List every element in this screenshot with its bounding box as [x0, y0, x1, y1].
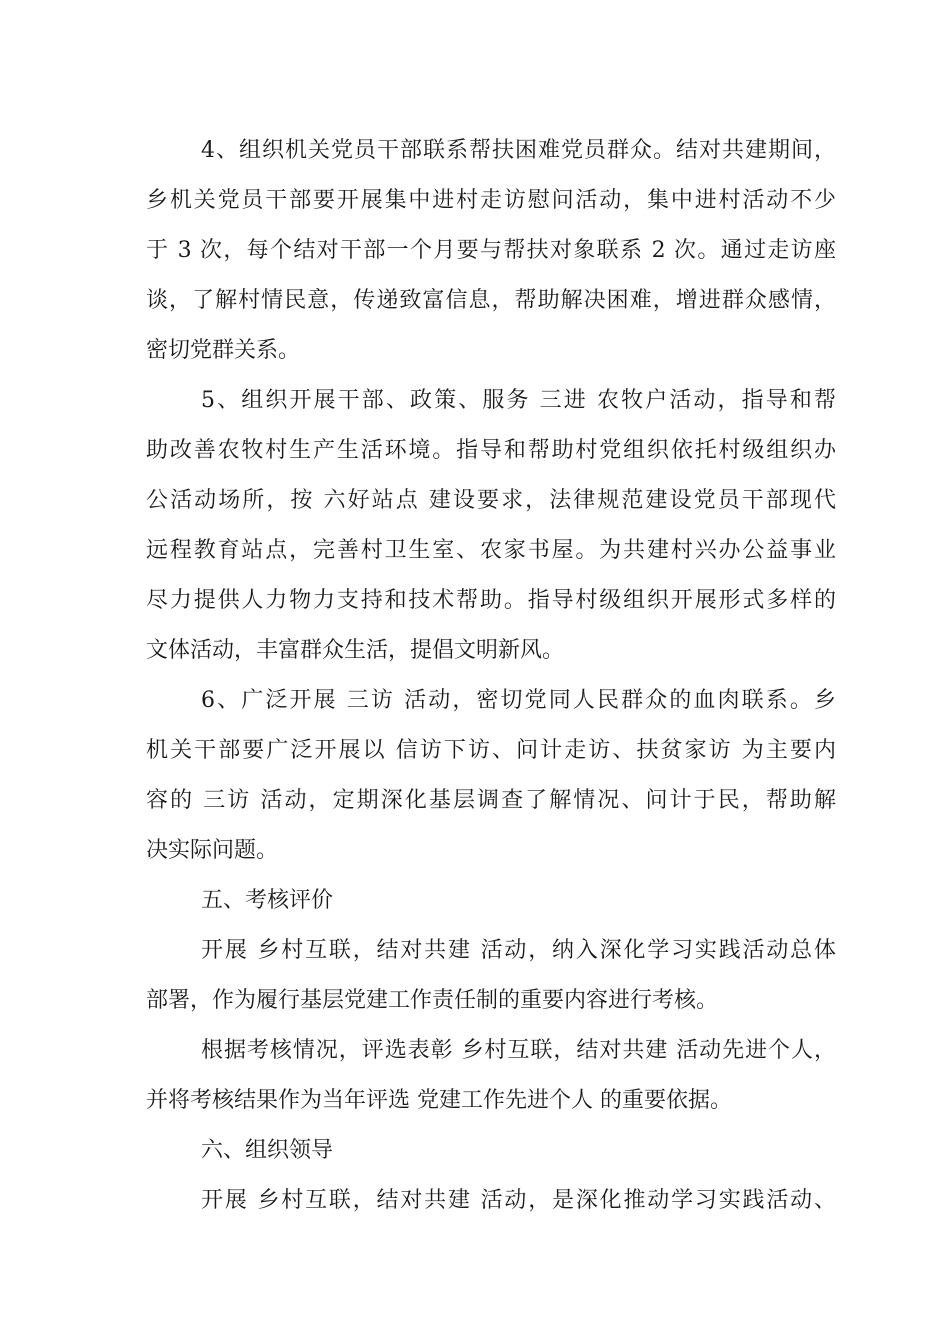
section-heading-evaluation: 五、考核评价	[201, 888, 334, 913]
paragraph-4-line-1: 4、组织机关党员干部联系帮扶困难党员群众。结对共建期间，	[201, 138, 836, 163]
evaluation-paragraph-1-line-1: 开展 乡村互联，结对共建 活动，纳入深化学习实践活动总体	[201, 938, 836, 963]
paragraph-5-line-3: 公活动场所，按 六好站点 建设要求，法律规范建设党员干部现代	[146, 488, 836, 513]
leadership-paragraph-line-1: 开展 乡村互联，结对共建 活动，是深化推动学习实践活动、	[201, 1188, 836, 1213]
paragraph-5-line-2: 助改善农牧村生产生活环境。指导和帮助村党组织依托村级组织办	[146, 438, 836, 463]
paragraph-4-line-3: 于 3 次，每个结对干部一个月要与帮扶对象联系 2 次。通过走访座	[146, 238, 836, 263]
paragraph-4-line-4: 谈，了解村情民意，传递致富信息，帮助解决困难，增进群众感情，	[146, 288, 836, 313]
paragraph-5-line-1: 5、组织开展干部、政策、服务 三进 农牧户活动，指导和帮	[201, 388, 836, 413]
paragraph-5-line-4: 远程教育站点，完善村卫生室、农家书屋。为共建村兴办公益事业	[146, 538, 836, 563]
paragraph-4-line-5: 密切党群关系。	[146, 338, 301, 363]
paragraph-5-line-6: 文体活动，丰富群众生活，提倡文明新风。	[146, 638, 565, 663]
evaluation-paragraph-2-line-2: 并将考核结果作为当年评选 党建工作先进个人 的重要依据。	[146, 1088, 732, 1113]
paragraph-6-line-4: 决实际问题。	[146, 838, 279, 863]
paragraph-5-line-5: 尽力提供人力物力支持和技术帮助。指导村级组织开展形式多样的	[146, 588, 836, 613]
evaluation-paragraph-1-line-2: 部署，作为履行基层党建工作责任制的重要内容进行考核。	[146, 988, 719, 1013]
paragraph-4-line-2: 乡机关党员干部要开展集中进村走访慰问活动，集中进村活动不少	[146, 188, 836, 213]
paragraph-6-line-3: 容的 三访 活动，定期深化基层调查了解情况、问计于民，帮助解	[146, 788, 836, 813]
section-heading-leadership: 六、组织领导	[201, 1138, 334, 1163]
paragraph-6-line-2: 机关干部要广泛开展以 信访下访、问计走访、扶贫家访 为主要内	[146, 738, 836, 763]
paragraph-6-line-1: 6、广泛开展 三访 活动，密切党同人民群众的血肉联系。乡	[201, 688, 836, 713]
evaluation-paragraph-2-line-1: 根据考核情况，评选表彰 乡村互联，结对共建 活动先进个人，	[201, 1038, 836, 1063]
